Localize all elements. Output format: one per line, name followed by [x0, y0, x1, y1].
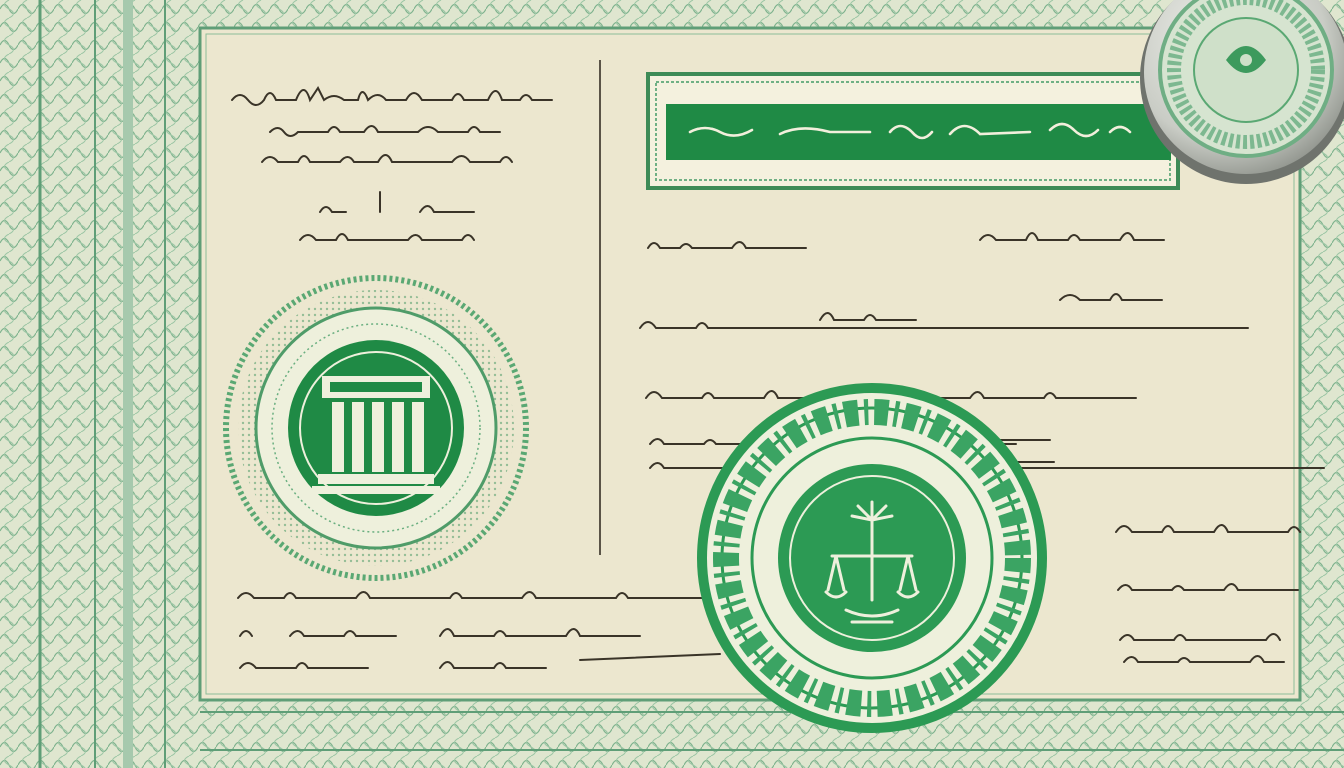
scales-seal: [702, 388, 1042, 728]
header-banner: [648, 74, 1178, 188]
